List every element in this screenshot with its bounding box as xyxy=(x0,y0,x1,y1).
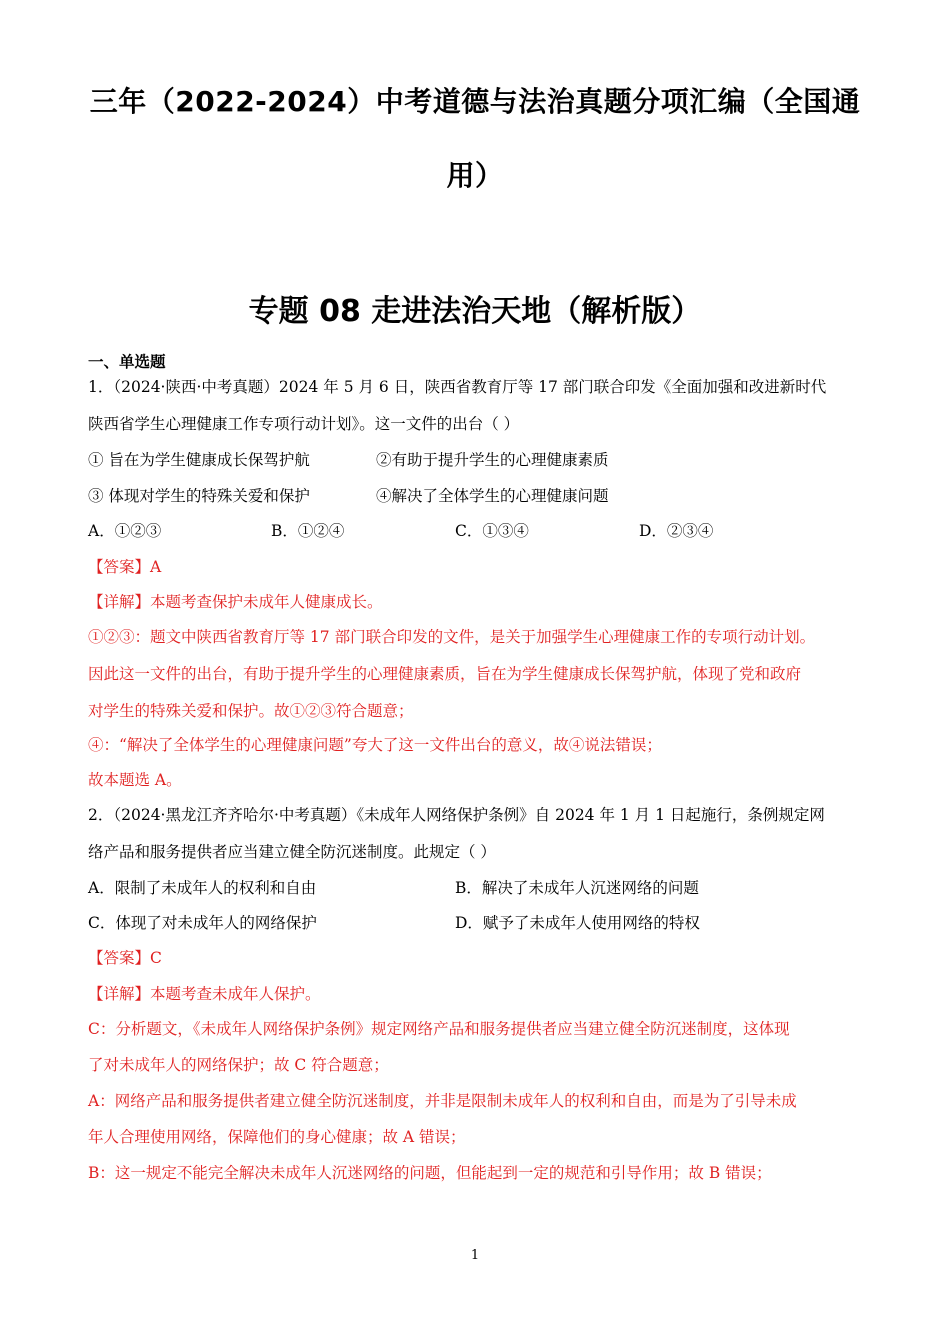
q1-detail: 【详解】本题考查保护未成年人健康成长。 xyxy=(88,593,383,611)
q2-explanation-5: B：这一规定不能完全解决未成年人沉迷网络的问题，但能起到一定的规范和引导作用；故 B 错误； xyxy=(88,1164,772,1182)
q1-explanation-4: ④：“解决了全体学生的心理健康问题”夸大了这一文件出台的意义，故④说法错误； xyxy=(88,736,662,754)
q1-explanation-1: ①②③：题文中陕西省教育厅等 17 部门联合印发的文件，是关于加强学生心理健康工作的专项行动计划。 xyxy=(88,628,816,646)
q2-answer: 【答案】C xyxy=(88,949,162,967)
q2-stem-line2: 络产品和服务提供者应当建立健全防沉迷制度。此规定（ ） xyxy=(88,843,496,861)
q1-option-c: C．①③④ xyxy=(455,522,529,540)
q1-option-b: B．①②④ xyxy=(271,522,345,540)
q2-option-a: A．限制了未成年人的权利和自由 xyxy=(88,879,317,897)
section-heading: 一、单选题 xyxy=(88,352,166,371)
q1-option-a: A．①②③ xyxy=(88,522,162,540)
q1-explanation-2: 因此这一文件的出台，有助于提升学生的心理健康素质，旨在为学生健康成长保驾护航，体现了党和政府 xyxy=(88,665,802,683)
q2-detail: 【详解】本题考查未成年人保护。 xyxy=(88,985,321,1003)
topic-subtitle: 专题 08 走进法治天地（解析版） xyxy=(248,294,702,329)
document-title-line2: 用） xyxy=(446,159,504,192)
q2-stem-line1: 2．（2024·黑龙江齐齐哈尔·中考真题）《未成年人网络保护条例》自 2024 年 1 月 1 日起施行，条例规定网 xyxy=(88,806,825,824)
page-number: 1 xyxy=(470,1248,480,1263)
q2-option-d: D．赋予了未成年人使用网络的特权 xyxy=(455,914,700,932)
q1-explanation-5: 故本题选 A。 xyxy=(88,771,182,789)
q2-explanation-4: 年人合理使用网络，保障他们的身心健康；故 A 错误； xyxy=(88,1128,466,1146)
q1-stem-line1: 1．（2024·陕西·中考真题）2024 年 5 月 6 日，陕西省教育厅等 17 部门联合印发《全面加强和改进新时代 xyxy=(88,378,827,396)
q1-explanation-3: 对学生的特殊关爱和保护。故①②③符合题意； xyxy=(88,702,414,720)
q2-option-b: B．解决了未成年人沉迷网络的问题 xyxy=(455,879,699,897)
q1-answer: 【答案】A xyxy=(88,558,162,576)
q1-statement-3: ③ 体现对学生的特殊关爱和保护 xyxy=(88,487,310,505)
q1-stem-line2: 陕西省学生心理健康工作专项行动计划》。这一文件的出台（ ） xyxy=(88,415,520,433)
q2-explanation-2: 了对未成年人的网络保护；故 C 符合题意； xyxy=(88,1056,389,1074)
q2-explanation-1: C：分析题文，《未成年人网络保护条例》规定网络产品和服务提供者应当建立健全防沉迷制度，这体现 xyxy=(88,1020,790,1038)
q2-explanation-3: A：网络产品和服务提供者建立健全防沉迷制度，并非是限制未成年人的权利和自由，而是为了引导未成 xyxy=(88,1092,797,1110)
document-title-line1: 三年（2022-2024）中考道德与法治真题分项汇编（全国通 xyxy=(89,85,861,118)
q2-option-c: C．体现了对未成年人的网络保护 xyxy=(88,914,317,932)
q1-statement-1: ① 旨在为学生健康成长保驾护航 xyxy=(88,451,310,469)
q1-option-d: D．②③④ xyxy=(639,522,714,540)
q1-statement-4: ④解决了全体学生的心理健康问题 xyxy=(376,487,609,505)
q1-statement-2: ②有助于提升学生的心理健康素质 xyxy=(376,451,609,469)
